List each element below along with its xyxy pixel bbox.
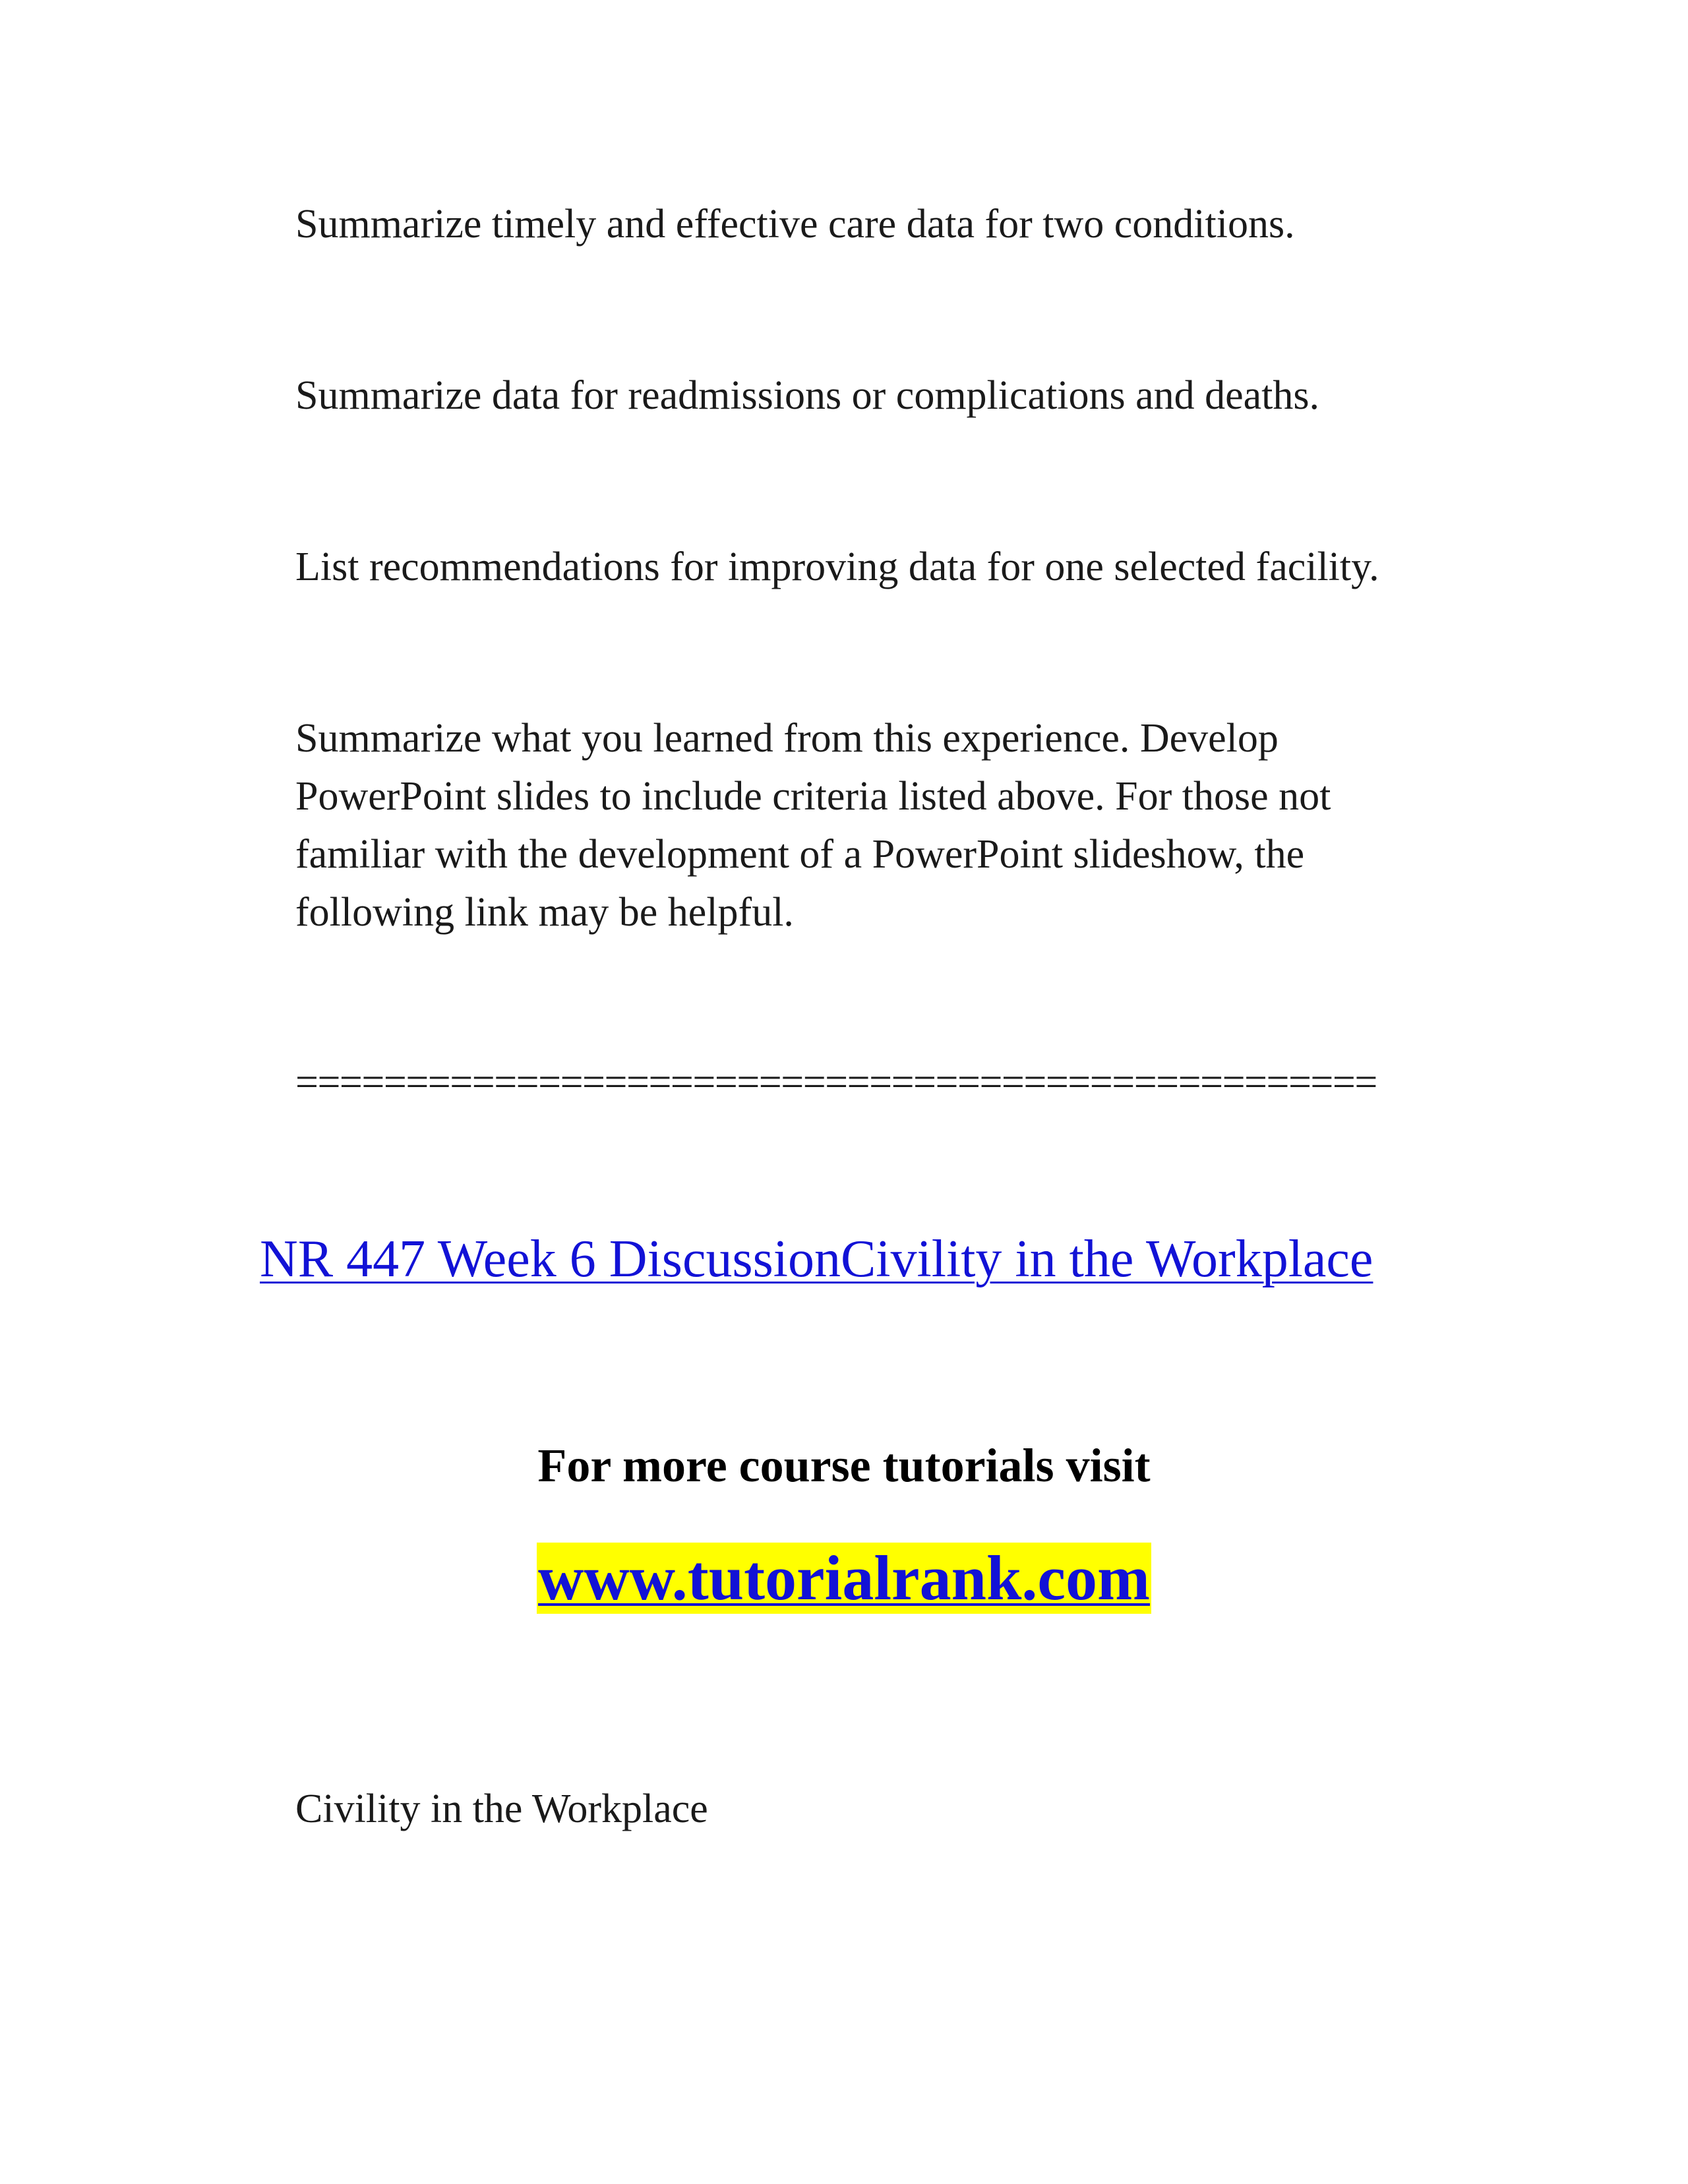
paragraph-summary	[295, 709, 1495, 941]
paragraph-summary-line: PowerPoint slides to include criteria listed above. For those not	[295, 774, 1331, 819]
paragraph-recommendations: List recommendations for improving data for one selected facility.	[295, 545, 1379, 589]
closing-text: Civility in the Workplace	[295, 1786, 708, 1831]
paragraph-summary-line: following link may be helpful.	[295, 890, 794, 935]
paragraph-summary-line: Summarize what you learned from this experience. Develop	[295, 716, 1279, 761]
paragraph-readmissions: Summarize data for readmissions or complications and deaths.	[295, 373, 1320, 418]
section-divider: =================================================	[295, 1060, 1377, 1105]
visit-heading: For more course tutorials visit	[537, 1439, 1151, 1492]
site-link-wrapper	[0, 1543, 1688, 1614]
product-link[interactable]: NR 447 Week 6 DiscussionCivility in the Workplace	[260, 1230, 1373, 1288]
site-link[interactable]: www.tutorialrank.com	[538, 1543, 1150, 1613]
paragraph-summary-line: familiar with the development of a PowerPoint slideshow, the	[295, 832, 1305, 877]
paragraph-timely-care: Summarize timely and effective care data for two conditions.	[295, 202, 1295, 247]
